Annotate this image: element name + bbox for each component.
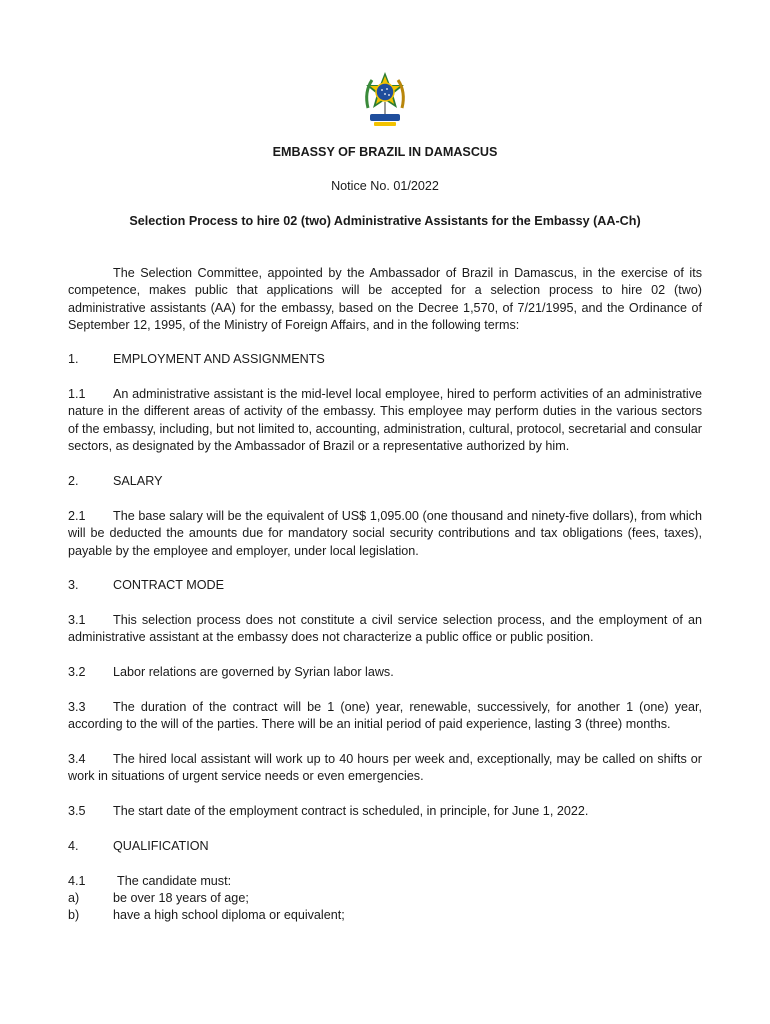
list-item-text: be over 18 years of age; [113,891,249,905]
clause-text: The duration of the contract will be 1 (one) year, renewable, successively, for another 1 (one) year, according to the will of the parties. There will be an initial period of paid experience, lasting 3 (three) months. [68,700,702,732]
clause-3-2 [68,664,702,681]
clause-4-1 [68,873,702,890]
clause-3-1 [68,612,702,647]
brazil-coat-of-arms-icon [360,70,410,130]
clause-3-4 [68,751,702,786]
list-item-b [68,907,702,924]
notice-number: Notice No. 01/2022 [331,179,439,193]
embassy-name: EMBASSY OF BRAZIL IN DAMASCUS [272,145,498,159]
notice-subject: Selection Process to hire 02 (two) Administrative Assistants for the Embassy (AA-Ch) [129,214,641,228]
section-number: 3. [68,578,79,592]
clause-text: Labor relations are governed by Syrian labor laws. [113,665,394,679]
section-number: 4. [68,839,79,853]
list-item-a [68,890,702,907]
list-marker: a) [68,891,80,905]
clause-number: 3.1 [68,613,86,627]
section-1-heading [68,351,702,368]
clause-number: 1.1 [68,387,86,401]
clause-number: 4.1 [68,874,86,888]
clause-number: 2.1 [68,509,86,523]
clause-3-3 [68,699,702,734]
clause-1-1 [68,386,702,456]
clause-text: This selection process does not constitute a civil service selection process, and the employment of an administrative assistant at the embassy does not characterize a public office or public position. [68,613,702,645]
clause-number: 3.4 [68,752,86,766]
clause-text: The hired local assistant will work up to 40 hours per week and, exceptionally, may be called on shifts or work in situations of urgent service needs or even emergencies. [68,752,702,784]
intro-paragraph: The Selection Committee, appointed by the Ambassador of Brazil in Damascus, in the exercise of its competence, makes public that applications will be accepted for a selection process to hire 02 (two) administrative assistants (AA) for the embassy, based on the Decree 1,570, of 7/21/1995, and the Ordinance of September 12, 1995, of the Ministry of Foreign Affairs, and in the following terms: [68,266,702,333]
clause-text: The base salary will be the equivalent of US$ 1,095.00 (one thousand and ninety-five dollars), from which will be deducted the amounts due for mandatory social security contributions and tax obligations (fees, taxes), payable by the employee and employer, under local legislation. [68,509,702,558]
clause-number: 3.3 [68,700,86,714]
clause-number: 3.5 [68,804,86,818]
section-title: CONTRACT MODE [113,578,225,592]
list-item-text: have a high school diploma or equivalent; [113,908,345,922]
section-4-heading [68,838,702,855]
clause-2-1 [68,508,702,560]
clause-number: 3.2 [68,665,86,679]
section-title: SALARY [113,474,163,488]
section-title: EMPLOYMENT AND ASSIGNMENTS [113,352,325,366]
list-marker: b) [68,908,80,922]
section-number: 2. [68,474,79,488]
clause-text: The start date of the employment contract is scheduled, in principle, for June 1, 2022. [113,804,589,818]
section-3-heading [68,577,702,594]
section-2-heading [68,473,702,490]
clause-text: An administrative assistant is the mid-level local employee, hired to perform activities of an administrative nature in the different areas of activity of the embassy. This employee may perform duties in the various sectors of the embassy, including, but not limited to, accounting, administration, cultural, protocol, secretarial and consular sectors, as designated by the Ambassador of Brazil or a representative authorized by him. [68,387,702,454]
clause-text: The candidate must: [117,874,232,888]
section-title: QUALIFICATION [113,839,209,853]
section-number: 1. [68,352,79,366]
clause-3-5 [68,803,702,820]
